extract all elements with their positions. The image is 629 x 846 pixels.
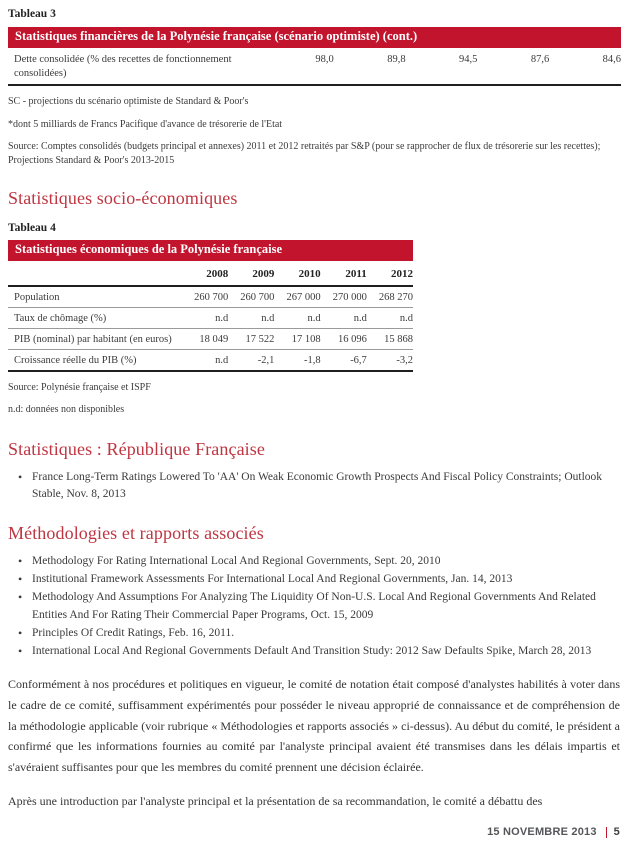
table4-cell: n.d [215, 312, 229, 324]
table3-banner [8, 27, 621, 48]
table3-cell: 98,0 [315, 53, 334, 65]
list-item: • Institutional Framework Assessments For International Local And Regional Governments, Jan. 14, 2013 [18, 571, 620, 588]
table4-banner-title: Statistiques économiques de la Polynésie française [15, 242, 283, 257]
table-row [8, 308, 413, 329]
list-item: • Principles Of Credit Ratings, Feb. 16, 2011. [18, 625, 620, 642]
table4-row-label: Population [14, 291, 60, 303]
table4-row-label: PIB (nominal) par habitant (en euros) [14, 333, 172, 345]
table4-cell: n.d [353, 312, 367, 324]
table4-banner [8, 240, 413, 261]
table4-cell: n.d [307, 312, 321, 324]
table4-cell: -1,8 [303, 354, 321, 366]
table3-footnote: Source: Comptes consolidés (budgets principal et annexes) 2011 et 2012 retraités par S&P (pour se rapprocher de flux de trésorerie sur les recettes); Projections Standard & Poor's 2013-2015 [8, 141, 601, 166]
table4-year-header: 2010 [298, 267, 321, 280]
footer-divider [606, 827, 607, 838]
table4-cell: 260 700 [240, 291, 275, 303]
table3-cell: 84,6 [602, 53, 621, 65]
list-item: • Methodology And Assumptions For Analyzing The Liquidity Of Non-U.S. Local And Regional Governments And Related Entities And For Rating Their Commercial Paper Programs, Oct. 15, 2009 [18, 589, 620, 624]
table4 [8, 240, 413, 372]
table4-header-row [8, 261, 413, 287]
table4-cell: -6,7 [350, 354, 367, 366]
table4-cell: 17 522 [245, 333, 275, 345]
table4-cell: 268 270 [378, 291, 414, 303]
table4-cell: 16 096 [337, 333, 367, 345]
footer-date: 15 NOVEMBRE 2013 [487, 826, 597, 838]
table3-cell: 87,6 [530, 53, 550, 65]
page-footer [487, 826, 620, 838]
table4-cell: n.d [261, 312, 275, 324]
table4-cell: n.d [215, 354, 229, 366]
table4-cell: n.d [399, 312, 414, 324]
list-item: • Methodology For Rating International Local And Regional Governments, Sept. 20, 2010 [18, 553, 620, 570]
section-title-methodologies: Méthodologies et rapports associés [8, 523, 264, 544]
body-paragraph: Après une introduction par l'analyste principal et la présentation de sa recommandation, le comité a débattu des [8, 794, 543, 809]
table3-label: Tableau 3 [8, 8, 56, 20]
table4-year-header: 2009 [252, 267, 275, 280]
table3-footnote: *dont 5 milliards de Francs Pacifique d'avance de trésorerie de l'Etat [8, 118, 283, 130]
table3-cell: 89,8 [387, 53, 406, 65]
footer-page-number: 5 [613, 826, 620, 838]
body-paragraph: Conformément à nos procédures et politiques en vigueur, le comité de notation était composé d'analystes habilités à voter dans le cadre de ce comité, suffisamment expérimentés pour posséder le niveau approprié de connaissance et de compréhension de la méthodologie applicable (voir rubrique « Méthodologies et rapports associés » ci-dessus). Au début du comité, le président a confirmé que les informations fournies au comité par l'analyste principal avaient été transmises dans les délais impartis et s'avéraient suffisantes pour que les membres du comité prennent une décision éclairée. [8, 677, 620, 774]
table4-cell: 15 868 [384, 333, 414, 345]
methodologies-bullet-list [8, 553, 621, 661]
list-item: • International Local And Regional Governments Default And Transition Study: 2012 Saw Defaults Spike, March 28, 2013 [18, 643, 620, 660]
table4-row-label: Taux de chômage (%) [14, 312, 107, 324]
table4-row-label: Croissance réelle du PIB (%) [14, 354, 137, 366]
list-item: • France Long-Term Ratings Lowered To 'AA' On Weak Economic Growth Prospects And Fiscal Policy Constraints; Outlook Stable, Nov. 8, 2013 [18, 469, 620, 504]
section-title-socio-economiques: Statistiques socio-économiques [8, 188, 238, 209]
table4-footnote: n.d: données non disponibles [8, 404, 125, 416]
table4-cell: 18 049 [199, 333, 229, 345]
table3-cell: 94,5 [459, 53, 478, 65]
table4-year-header: 2011 [345, 267, 367, 280]
table-row [8, 350, 413, 372]
table4-label: Tableau 4 [8, 222, 56, 235]
table-row [8, 329, 413, 350]
table3-row-label: Dette consolidée (% des recettes de fonctionnement consolidées) [14, 53, 232, 79]
table4-cell: -2,1 [257, 354, 275, 366]
table4-cell: -3,2 [396, 354, 414, 366]
table4-cell: 267 000 [286, 291, 321, 303]
table4-cell: 270 000 [332, 291, 367, 303]
table-row [8, 48, 621, 87]
table4-cell: 17 108 [291, 333, 321, 345]
table4-footnote: Source: Polynésie française et ISPF [8, 381, 151, 393]
table3-banner-title: Statistiques financières de la Polynésie française (scénario optimiste) (cont.) [15, 29, 418, 43]
table3-footnote: SC - projections du scénario optimiste de Standard & Poor's [8, 96, 249, 108]
france-bullet-list [8, 469, 621, 504]
table-row [8, 287, 413, 308]
table4-year-header: 2012 [391, 267, 414, 280]
section-title-republique-francaise: Statistiques : République Française [8, 438, 265, 459]
table4-cell: 260 700 [194, 291, 229, 303]
table4-year-header: 2008 [206, 267, 229, 280]
